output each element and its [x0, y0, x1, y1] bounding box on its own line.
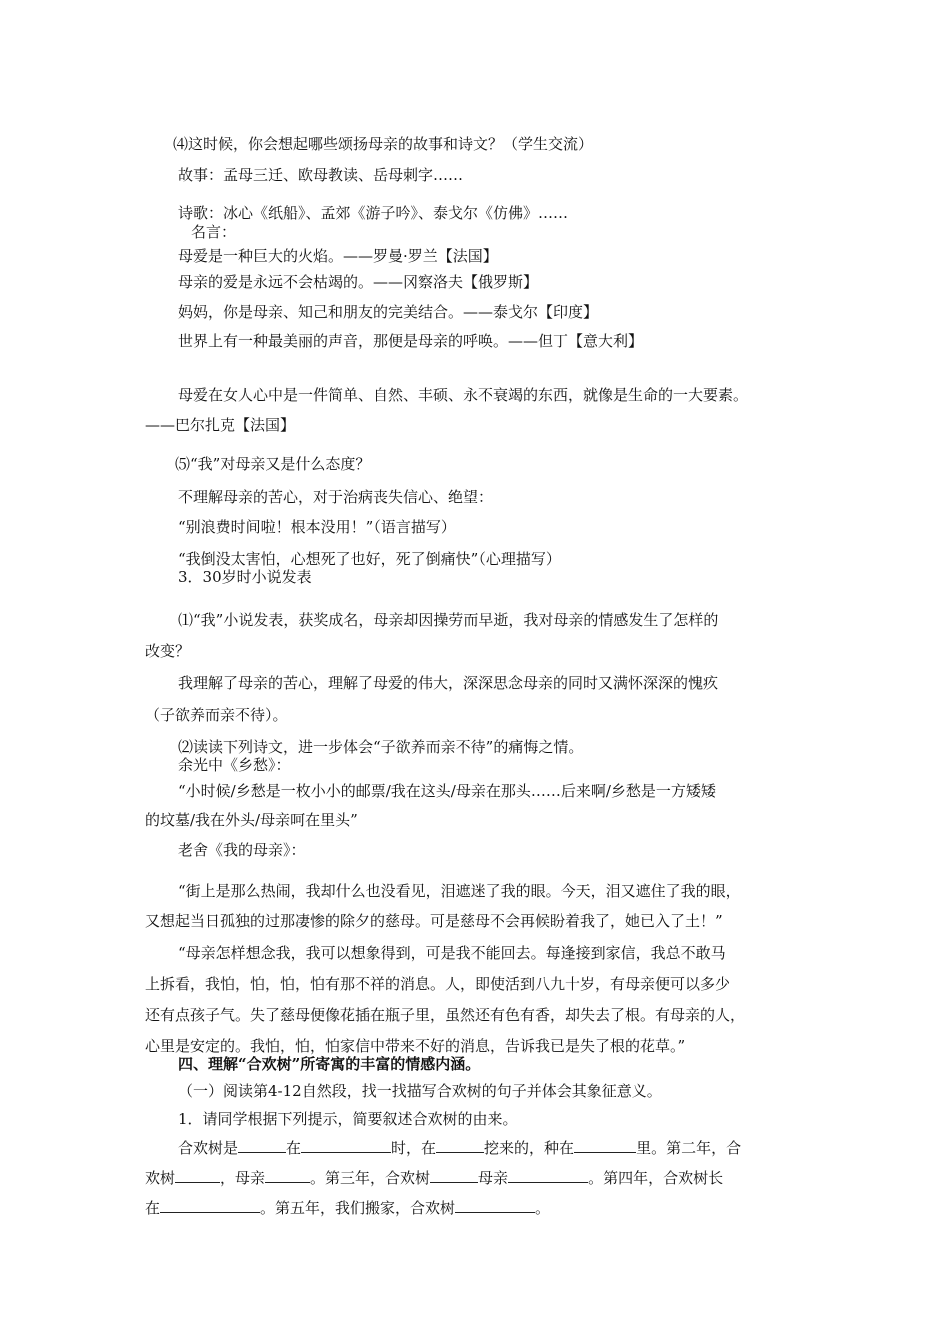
balzac-attribution: ——巴尔扎克【法国】	[145, 416, 296, 434]
answer-blank[interactable]	[436, 1138, 484, 1153]
quote-item: 世界上有一种最美丽的声音，那便是母亲的呼唤。——但丁【意大利】	[178, 332, 644, 350]
essay-title-mother: 老舍《我的母亲》：	[178, 841, 306, 859]
fill-text: ，母亲	[220, 1169, 266, 1187]
fill-text: 。	[535, 1199, 551, 1217]
fill-text: 。第五年，我们搬家，合欢树	[260, 1199, 456, 1217]
answer-blank[interactable]	[160, 1198, 260, 1213]
section-4-heading: 四、理解“合欢树”所寄寓的丰富的情感内涵。	[178, 1055, 481, 1073]
fill-text: 里。第二年，合	[636, 1139, 742, 1157]
section-3-heading: 3．30岁时小说发表	[178, 568, 312, 586]
essay-para-1-cont: 又想起当日孤独的过那凄惨的除夕的慈母。可是慈母不会再候盼着我了，她已入了土！”	[145, 912, 723, 930]
sec3-question-2: ⑵读读下列诗文，进一步体会“子欲养而亲不待”的痛悔之情。	[178, 738, 584, 756]
quote-item: 母爱是一种巨大的火焰。——罗曼·罗兰【法国】	[178, 247, 498, 265]
answer-blank[interactable]	[301, 1138, 391, 1153]
fill-text: 。第四年，合欢树长	[588, 1169, 724, 1187]
poems-line: 诗歌：冰心《纸船》、孟郊《游子吟》、泰戈尔《仿佛》……	[178, 204, 569, 222]
fill-line-1	[178, 1138, 741, 1158]
fill-text: 在	[286, 1139, 302, 1157]
fill-text: 时，在	[391, 1139, 437, 1157]
answer-blank[interactable]	[430, 1168, 478, 1183]
question-5: ⑸“我”对母亲又是什么态度？	[175, 455, 371, 473]
sec3-answer-1: 我理解了母亲的苦心，理解了母爱的伟大，深深思念母亲的同时又满怀深深的愧疚	[178, 674, 719, 692]
essay-para-2-line2: 上拆看，我怕，怕，怕，怕有那不祥的消息。人，即使活到八九十岁，有母亲便可以多少	[145, 975, 731, 993]
quote-item: 母亲的爱是永远不会枯竭的。——冈察洛夫【俄罗斯】	[178, 273, 539, 291]
essay-para-1: “街上是那么热闹，我却什么也没看见，泪遮迷了我的眼。今天，泪又遮住了我的眼，	[178, 882, 741, 900]
poem-title-xiangchou: 余光中《乡愁》：	[178, 756, 291, 774]
fill-text: 挖来的，种在	[484, 1139, 575, 1157]
fill-text: 在	[145, 1199, 161, 1217]
question-4: ⑷这时候，你会想起哪些颂扬母亲的故事和诗文？（学生交流）	[173, 135, 594, 153]
fill-line-3	[145, 1198, 550, 1218]
essay-para-2: “母亲怎样想念我，我可以想象得到，可是我不能回去。每逢接到家信，我总不敢马	[178, 944, 726, 962]
stories-line: 故事：孟母三迁、欧母教读、岳母刺字……	[178, 166, 464, 184]
answer-5: 不理解母亲的苦心，对于治病丧失信心、绝望：	[178, 488, 494, 506]
answer-blank[interactable]	[455, 1198, 535, 1213]
poem-xiangchou-cont: 的坟墓/我在外头/母亲呵在里头”	[145, 811, 358, 829]
fill-text: 合欢树是	[178, 1139, 239, 1157]
quote-thought: “我倒没太害怕，心想死了也好，死了倒痛快”（心理描写）	[178, 550, 561, 568]
sec3-answer-1-cont: （子欲养而亲不待）。	[145, 706, 288, 724]
balzac-quote: 母爱在女人心中是一件简单、自然、丰硕、永不衰竭的东西，就像是生命的一大要素。	[178, 386, 749, 404]
answer-blank[interactable]	[574, 1138, 636, 1153]
essay-para-2-line4: 心里是安定的。我怕，怕，怕家信中带来不好的消息，告诉我已是失了根的花草。”	[145, 1037, 686, 1055]
sec4-subtask-1: （一）阅读第4-12自然段，找一找描写合欢树的句子并体会其象征意义。	[178, 1082, 662, 1100]
quotes-label: 名言：	[191, 223, 237, 241]
fill-text: 母亲	[478, 1169, 509, 1187]
sec4-item-1: 1．请同学根据下列提示，简要叙述合欢树的由来。	[178, 1110, 518, 1128]
answer-blank[interactable]	[508, 1168, 588, 1183]
fill-text: 欢树	[145, 1169, 176, 1187]
answer-blank[interactable]	[238, 1138, 286, 1153]
poem-xiangchou: “小时候/乡愁是一枚小小的邮票/我在这头/母亲在那头……后来啊/乡愁是一方矮矮	[178, 782, 716, 800]
answer-blank[interactable]	[265, 1168, 310, 1183]
quote-speech: “别浪费时间啦！根本没用！”（语言描写）	[178, 518, 456, 536]
fill-line-2	[145, 1168, 723, 1188]
quote-item: 妈妈，你是母亲、知己和朋友的完美结合。——泰戈尔【印度】	[178, 303, 599, 321]
essay-para-2-line3: 还有点孩子气。失了慈母便像花插在瓶子里，虽然还有色有香，却失去了根。有母亲的人，	[145, 1006, 746, 1024]
answer-blank[interactable]	[175, 1168, 220, 1183]
sec3-question-1-cont: 改变？	[145, 642, 191, 660]
sec3-question-1: ⑴“我”小说发表，获奖成名，母亲却因操劳而早逝，我对母亲的情感发生了怎样的	[178, 611, 719, 629]
fill-text: 。第三年，合欢树	[310, 1169, 431, 1187]
